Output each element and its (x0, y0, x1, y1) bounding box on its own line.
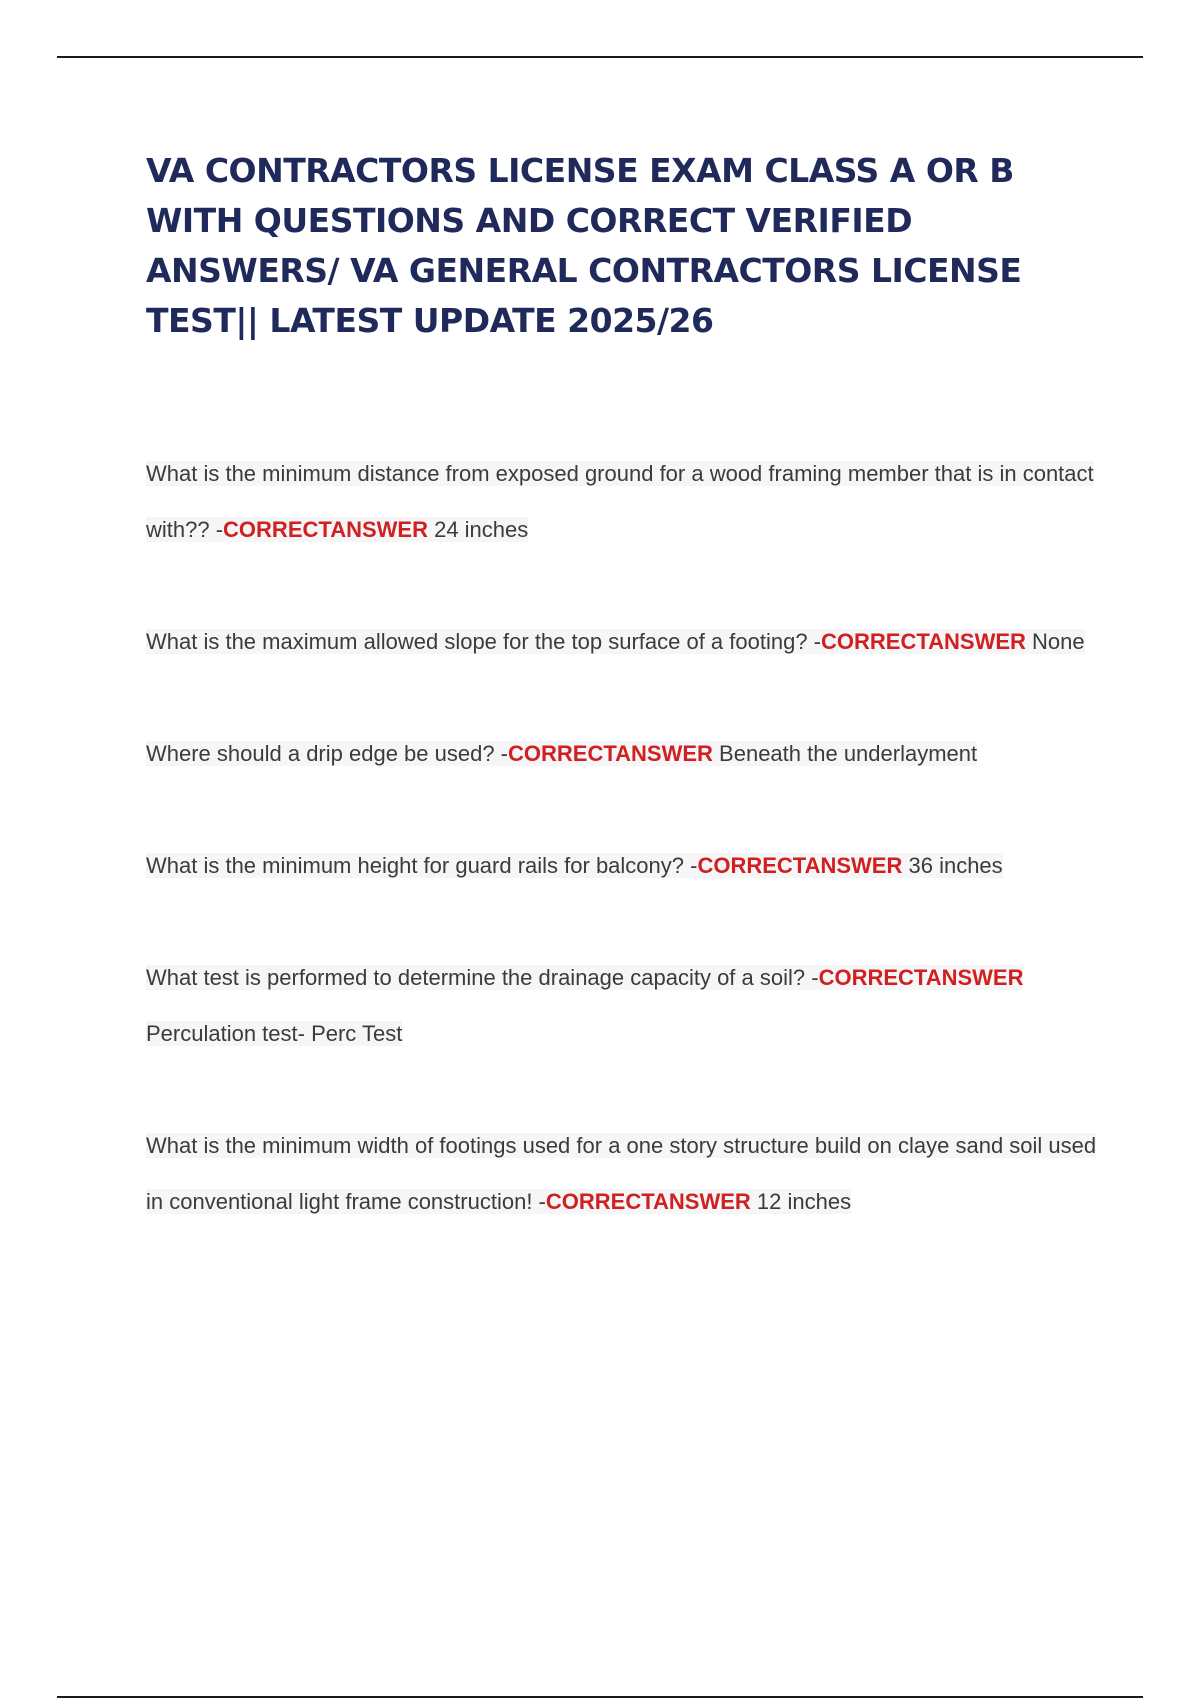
answer-label: CORRECTANSWER (508, 741, 713, 766)
answer-label: CORRECTANSWER (223, 517, 428, 542)
top-rule (57, 56, 1143, 58)
answer-text: None (1025, 629, 1085, 654)
answer-text: 24 inches (427, 517, 529, 542)
answer-label: CORRECTANSWER (545, 1189, 751, 1214)
qa-item-6 (146, 1118, 1106, 1230)
question-text: Where should a drip edge be used? - (146, 741, 509, 766)
answer-text: 12 inches (750, 1189, 852, 1214)
answer-text: Perculation test- Perc Test (146, 1021, 403, 1046)
document-title: VA CONTRACTORS LICENSE EXAM CLASS A OR B WITH QUESTIONS AND CORRECT VERIFIED ANSWERS/ VA GENERAL CONTRACTORS LICENSE TEST|| LATEST UPDATE 2025/26 (146, 151, 1022, 340)
question-text: What is the minimum width of footings used for a one story structure build on claye sand soil used in conventional light frame construction! - (146, 1133, 1097, 1214)
question-text: What is the minimum distance from exposed ground for a wood framing member that is in contact with?? - (146, 461, 1094, 542)
qa-item-4 (146, 838, 1106, 894)
answer-label: CORRECTANSWER (818, 965, 1024, 990)
qa-item-1 (146, 446, 1106, 558)
qa-item-3 (146, 726, 1106, 782)
qa-item-5 (146, 950, 1106, 1062)
answer-label: CORRECTANSWER (697, 853, 903, 878)
qa-list (146, 446, 1106, 1230)
question-text: What test is performed to determine the drainage capacity of a soil? - (146, 965, 819, 990)
qa-item-2 (146, 614, 1106, 670)
question-text: What is the minimum height for guard rails for balcony? - (146, 853, 698, 878)
answer-text: Beneath the underlayment (712, 741, 978, 766)
bottom-rule (57, 1696, 1143, 1698)
answer-label: CORRECTANSWER (821, 629, 1026, 654)
answer-text: 36 inches (902, 853, 1003, 878)
question-text: What is the maximum allowed slope for the top surface of a footing? - (146, 629, 821, 654)
